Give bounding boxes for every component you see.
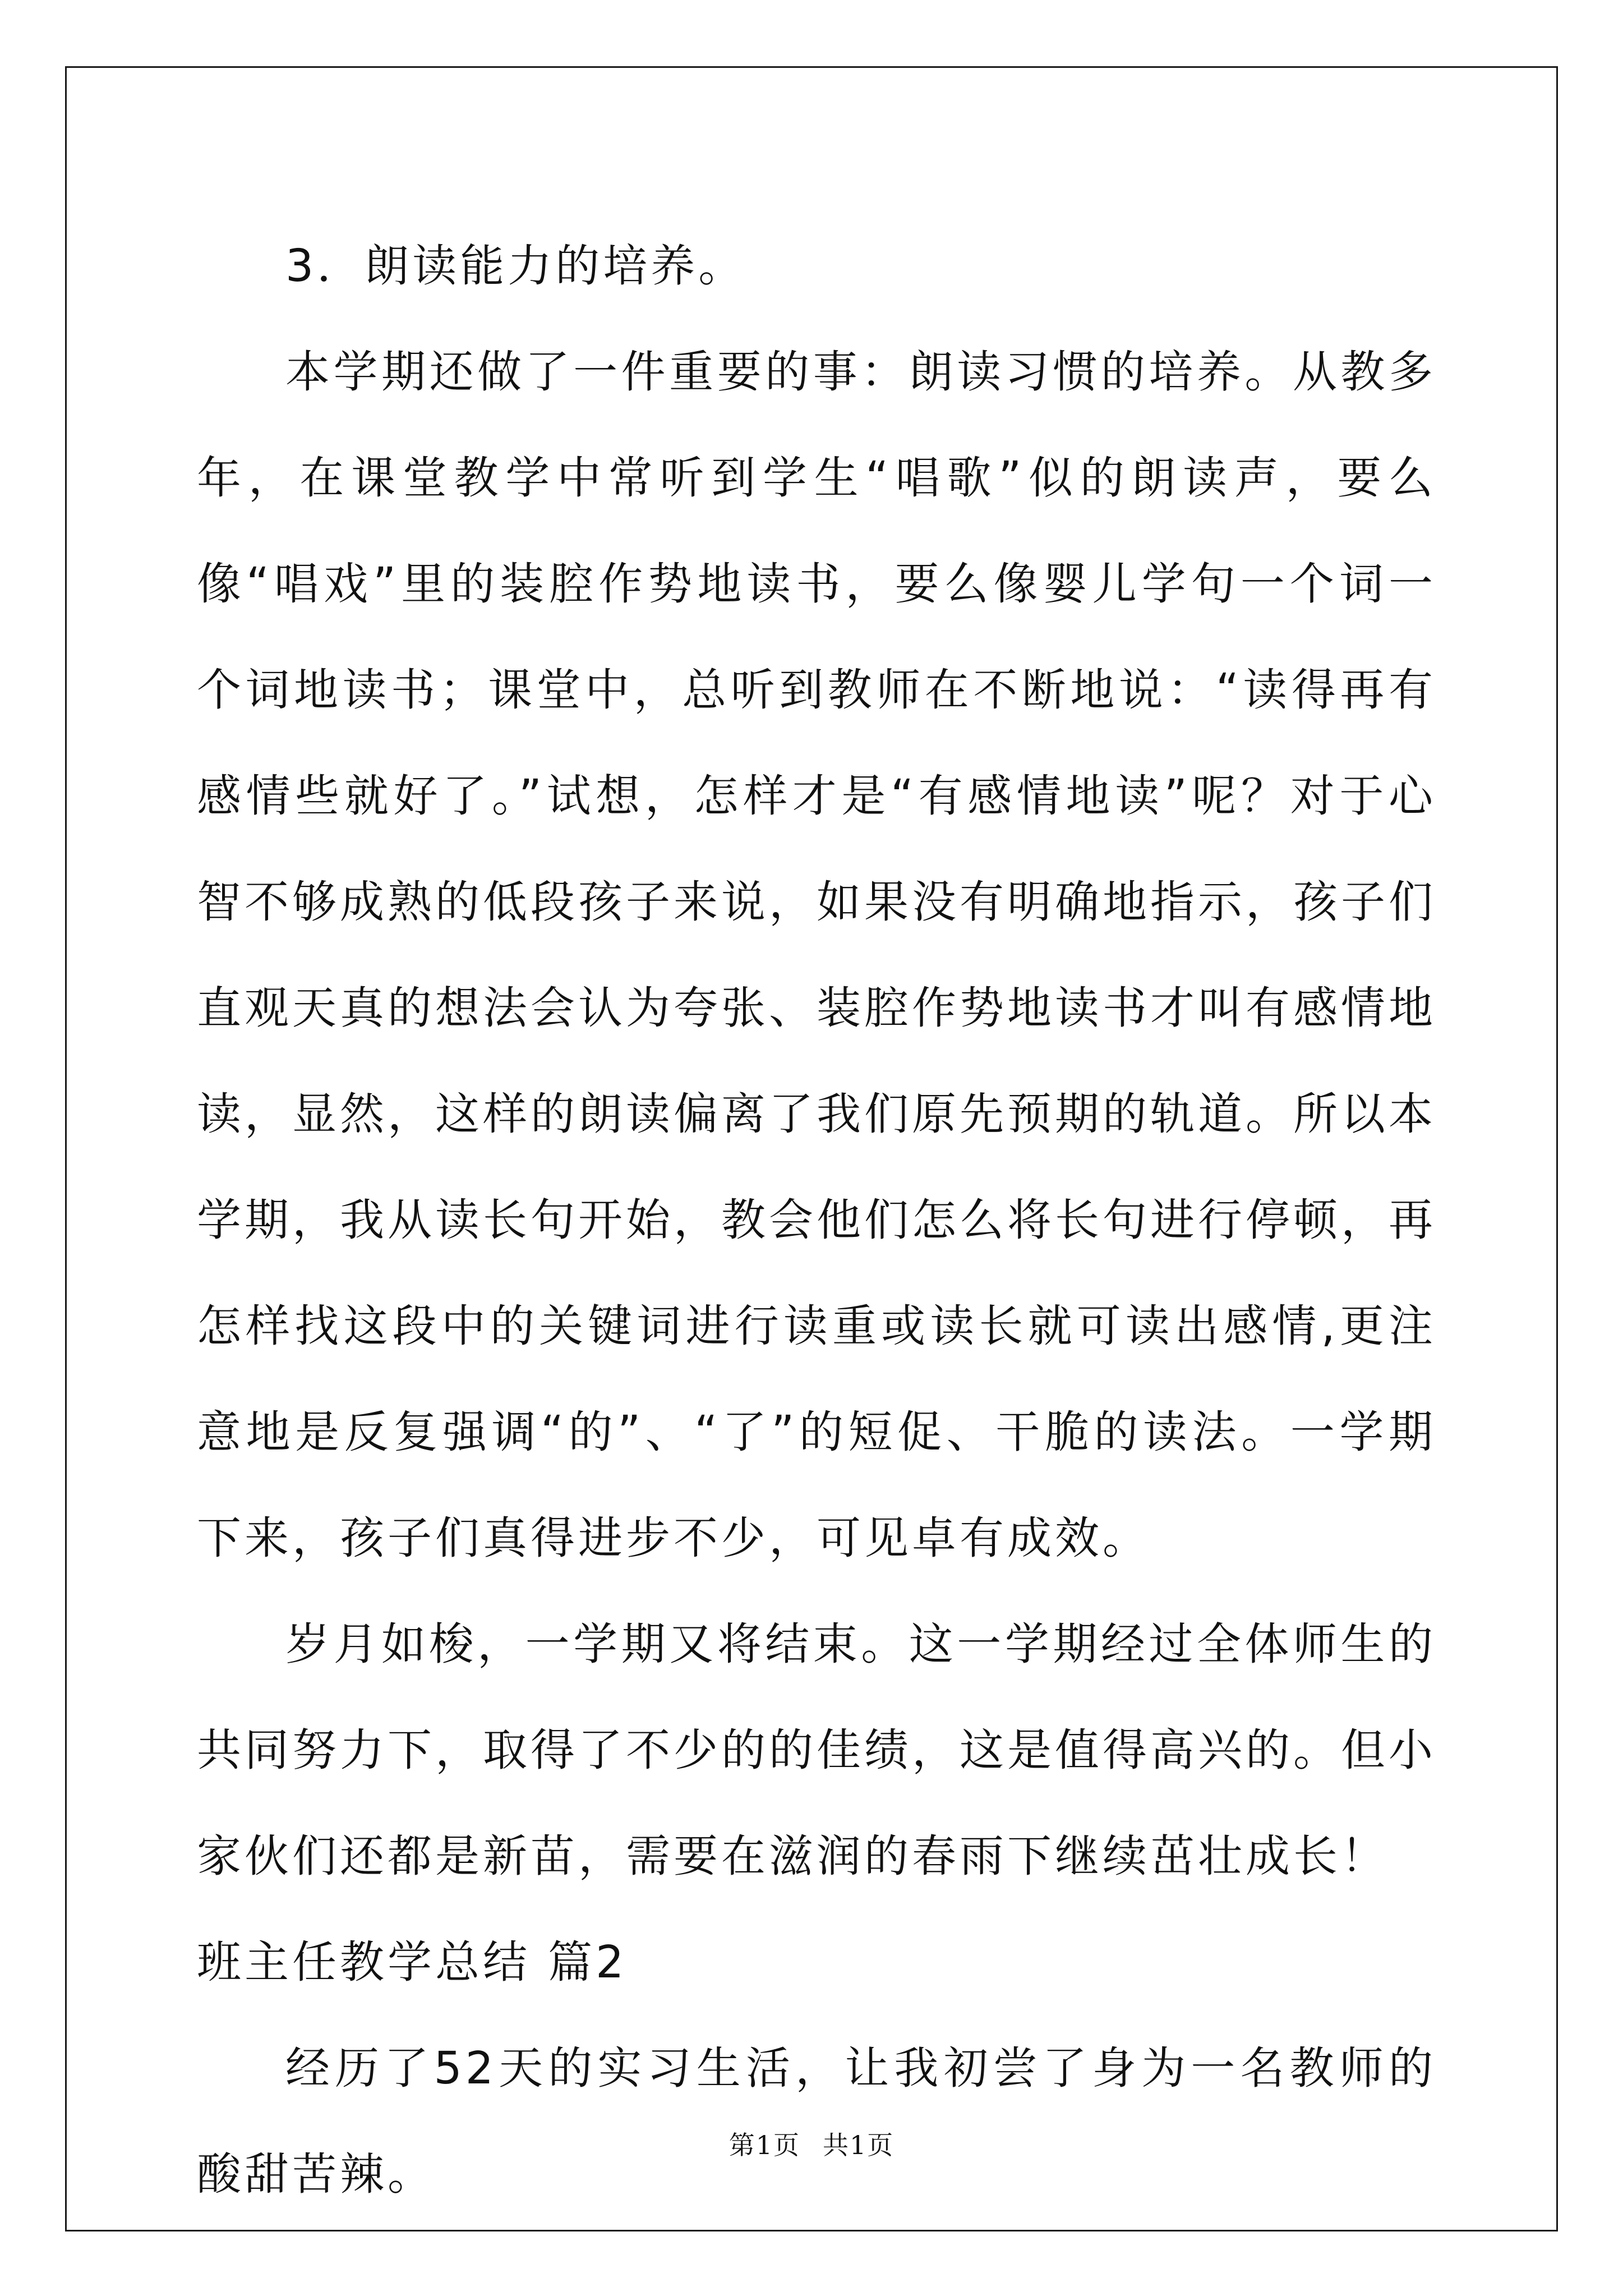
paragraph-semester-end: 岁月如梭，一学期又将结束。这一学期经过全体师生的共同努力下，取得了不少的的佳绩，这是值得高兴的。但小家伙们还都是新苗，需要在滋润的春雨下继续茁壮成长！ [197, 1618, 1436, 1882]
section-title: 班主任教学总结 篇2 [197, 1936, 628, 1988]
document-body [197, 213, 1436, 2228]
subsection-heading: 3．朗读能力的培养。 [285, 240, 746, 292]
paragraph-internship: 经历了52天的实习生活，让我初尝了身为一名教师的酸甜苦辣。 [197, 2042, 1436, 2200]
paragraph-reading-habits: 本学期还做了一件重要的事：朗读习惯的培养。从教多年，在课堂教学中常听到学生“唱歌”似的朗读声，要么像“唱戏”里的装腔作势地读书，要么像婴儿学句一个词一个词地读书；课堂中，总听到教师在不断地说：“读得再有感情些就好了。”试想，怎样才是“有感情地读”呢？对于心智不够成熟的低段孩子来说，如果没有明确地指示，孩子们直观天真的想法会认为夸张、装腔作势地读书才叫有感情地读，显然，这样的朗读偏离了我们原先预期的轨道。所以本学期，我从读长句开始，教会他们怎么将长句进行停顿，再怎样找这段中的关键词进行读重或读长就可读出感情,更注意地是反复强调“的”、“了”的短促、干脆的读法。一学期下来，孩子们真得进步不少，可见卓有成效。 [197, 346, 1436, 1564]
page-total: 共1页 [823, 2130, 895, 2160]
page-footer [0, 2125, 1623, 2162]
page-number: 第1页 [728, 2130, 800, 2160]
